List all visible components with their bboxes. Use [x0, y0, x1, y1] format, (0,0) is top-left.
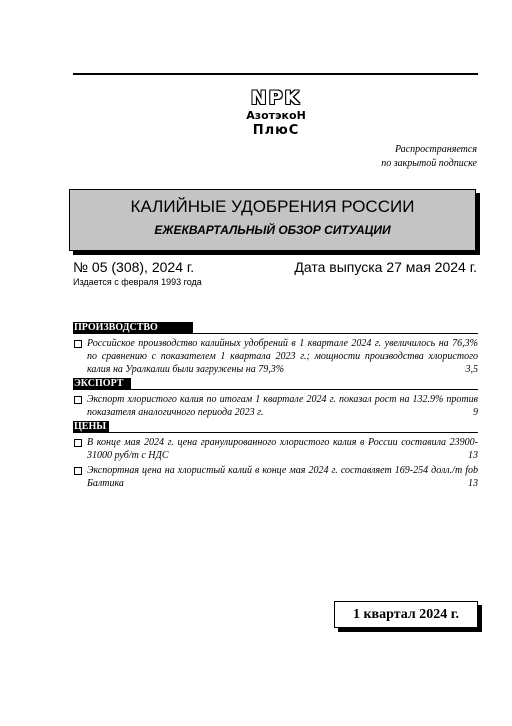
published-since: Издается с февраля 1993 года: [73, 277, 202, 287]
top-rule: [73, 73, 478, 75]
page-number: 9: [473, 407, 478, 418]
section-heading-production: [73, 322, 478, 335]
contents-item[interactable]: [73, 436, 478, 462]
publication-subtitle: ЕЖЕКВАРТАЛЬНЫЙ ОБЗОР СИТУАЦИИ: [154, 223, 391, 237]
logo-plus: ПлюС: [252, 123, 300, 138]
page-number: 13: [468, 478, 478, 489]
quarter-badge: 1 квартал 2024 г.: [334, 601, 478, 628]
distribution-note: [360, 143, 477, 171]
contents-item[interactable]: [73, 464, 478, 490]
title-box: [69, 189, 476, 251]
logo-npk: NPK: [250, 87, 302, 109]
page-number: 3,5: [465, 364, 478, 375]
checkbox-bullet-icon: [74, 467, 82, 475]
section-rule: [73, 432, 478, 433]
item-text: В конце мая 2024 г. цена гранулированного хлористого калия в России составила 23900-31000 руб/т с НДС: [87, 437, 478, 461]
distribution-note-line-2: по закрытой подписке: [381, 158, 477, 169]
section-label[interactable]: ПРОИЗВОДСТВО: [73, 322, 193, 334]
distribution-note-line-1: Распространяется: [394, 144, 477, 155]
logo-azotecon: АзотэкоН: [246, 109, 306, 122]
section-heading-prices: [73, 421, 478, 434]
table-of-contents: [73, 320, 478, 490]
publisher-logo: [236, 88, 316, 138]
publication-title: КАЛИЙНЫЕ УДОБРЕНИЯ РОССИИ: [130, 197, 415, 216]
checkbox-bullet-icon: [74, 340, 82, 348]
checkbox-bullet-icon: [74, 439, 82, 447]
item-text: Экспортная цена на хлористый калий в конце мая 2024 г. составляет 169-254 долл./т fob Балтика: [87, 465, 478, 489]
release-date: Дата выпуска 27 мая 2024 г.: [294, 259, 477, 275]
section-heading-export: [73, 378, 478, 391]
contents-item[interactable]: [73, 337, 478, 376]
section-rule: [73, 389, 478, 390]
section-label[interactable]: ЭКСПОРТ: [73, 378, 131, 390]
item-text: Российское производство калийных удобрений в 1 квартале 2024 г. увеличилось на 76,3% по сравнению с показателем 1 квартала 2023 г.; мощности производства хлористого калия на Уралкалии были загружены на 79,3%: [87, 338, 478, 375]
contents-item[interactable]: [73, 393, 478, 419]
section-label[interactable]: ЦЕНЫ: [73, 421, 109, 433]
item-text: Экспорт хлористого калия по итогам 1 квартале 2024 г. показал рост на 132.9% против показателя аналогичного периода 2023 г.: [87, 394, 478, 418]
issue-number: № 05 (308), 2024 г.: [73, 259, 195, 275]
page-number: 13: [468, 450, 478, 461]
checkbox-bullet-icon: [74, 396, 82, 404]
